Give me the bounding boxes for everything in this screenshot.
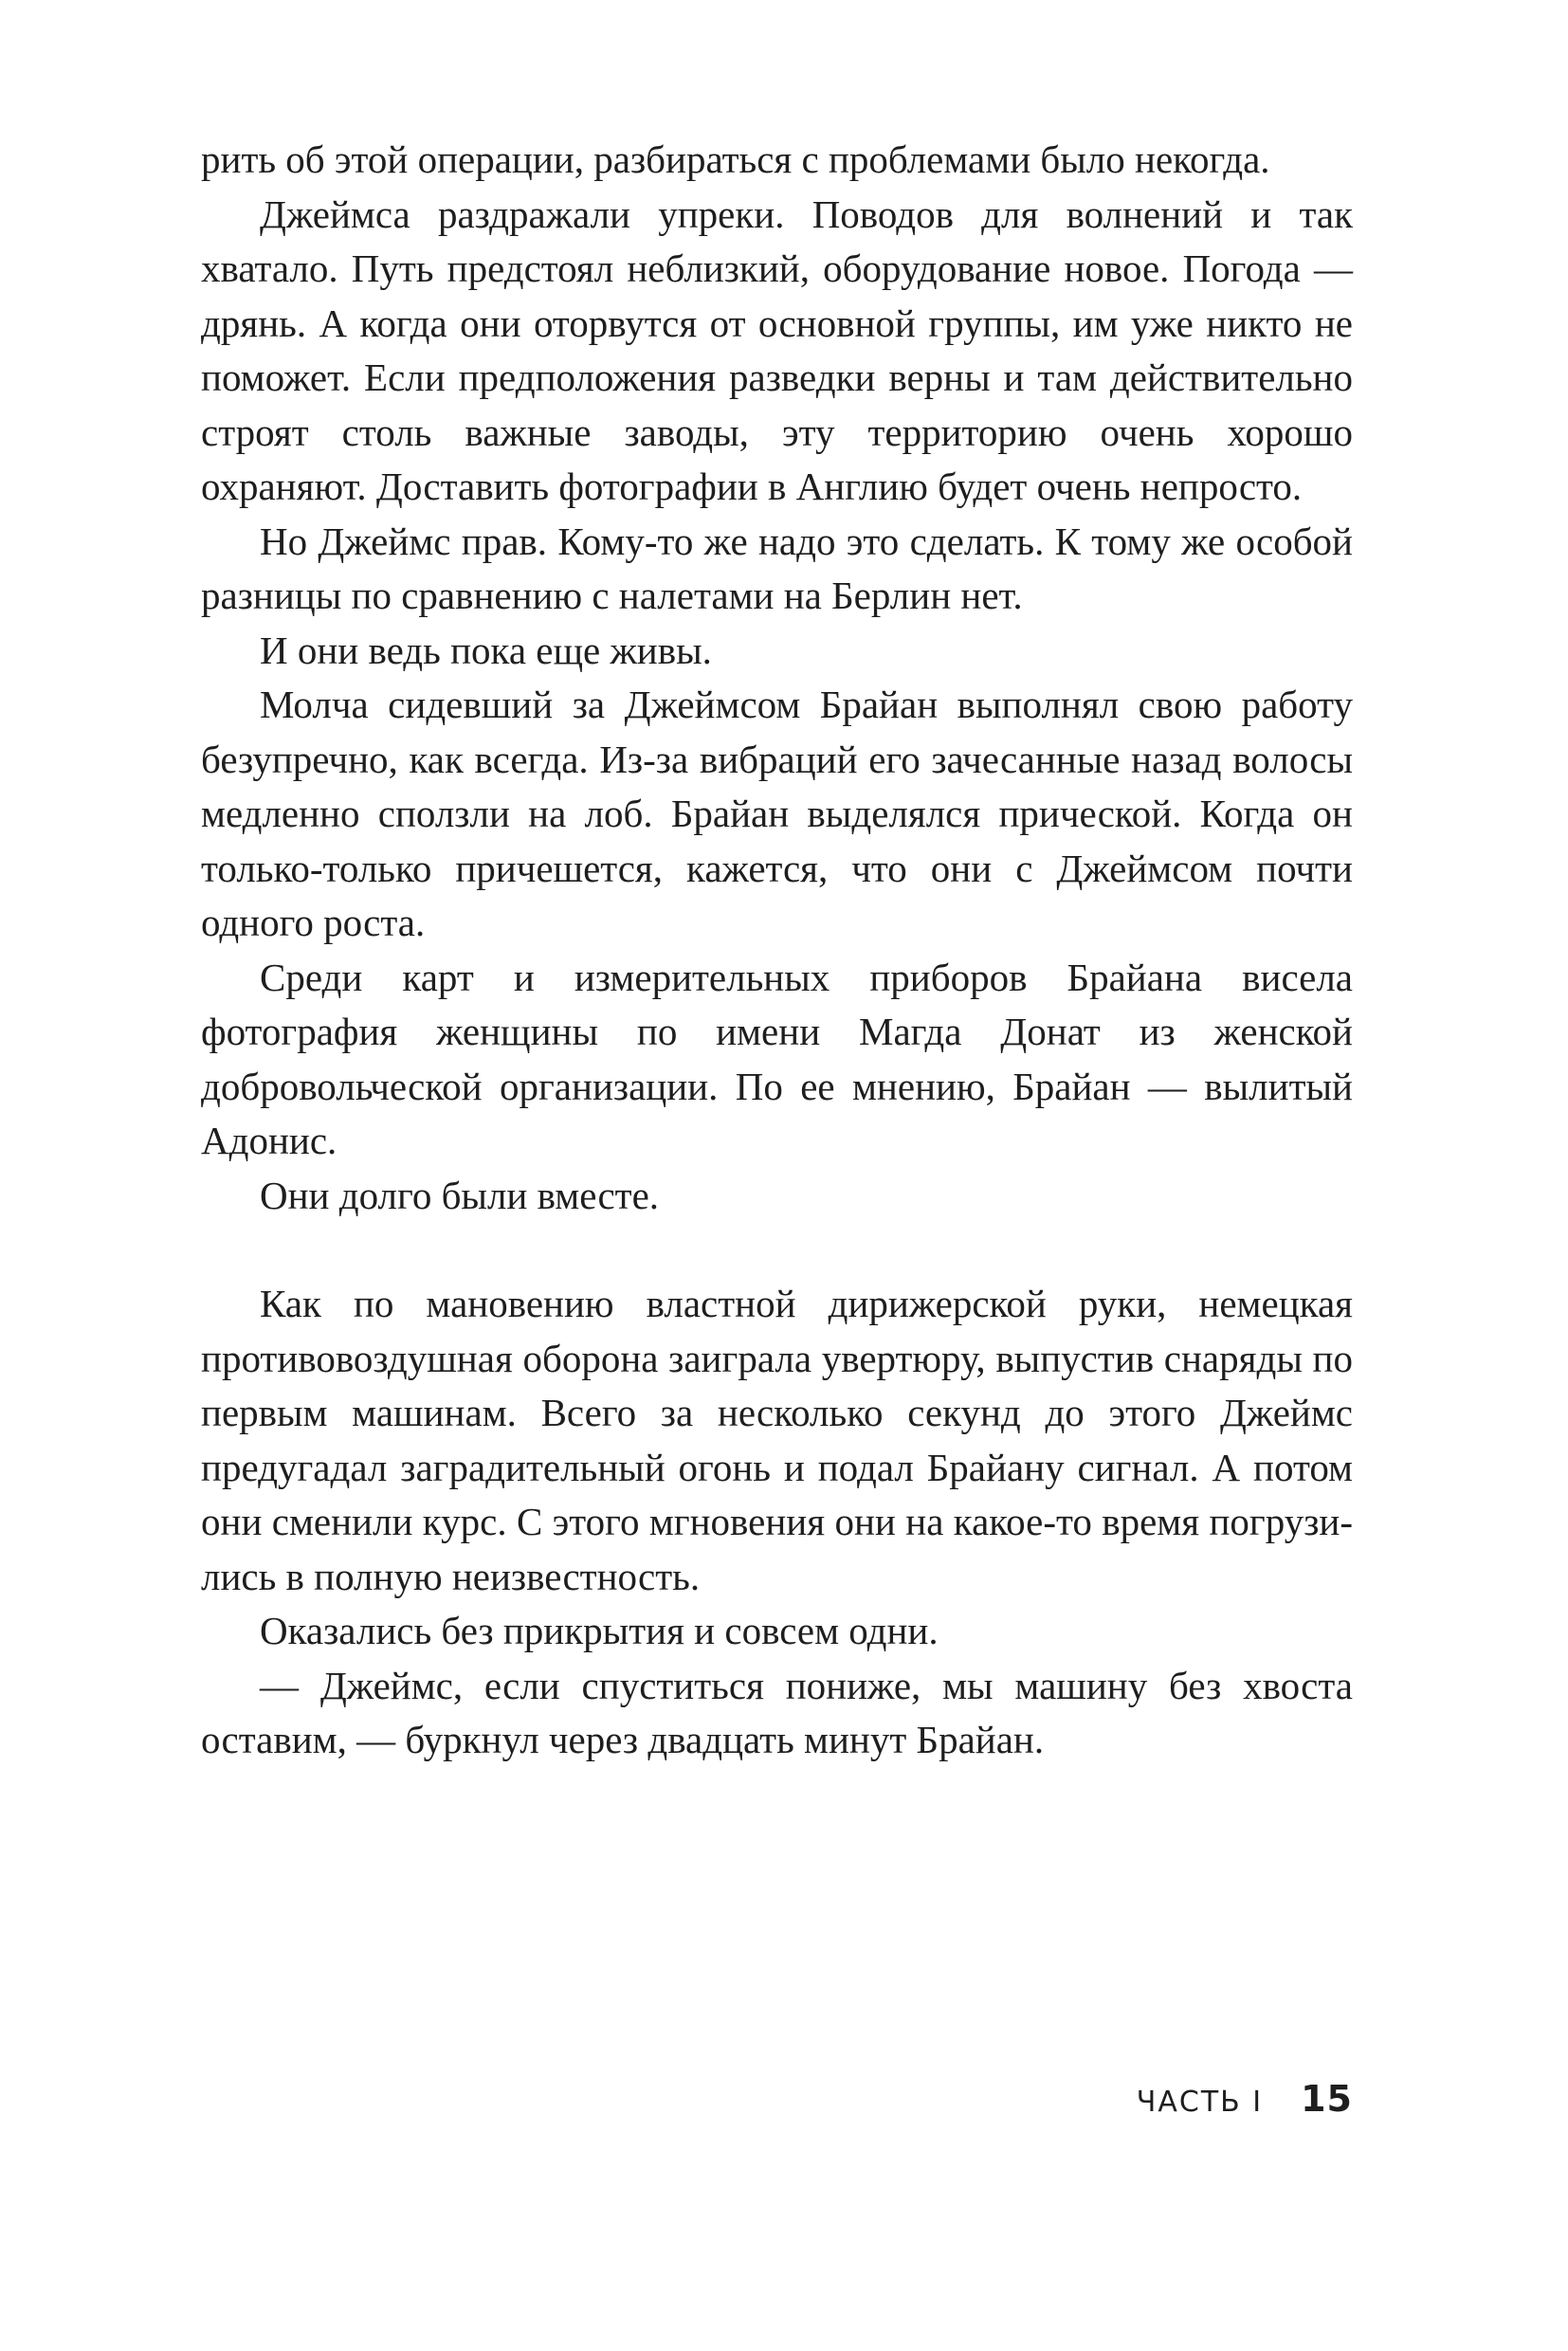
section-break	[201, 1223, 1353, 1277]
paragraph-dialogue: — Джеймс, если спуститься пониже, мы машину без хвоста оставим, — буркнул через двадцать минут Брайан.	[201, 1663, 1353, 1761]
paragraph: Они долго были вместе.	[260, 1173, 660, 1217]
running-head: ЧАСТЬ I	[1136, 2086, 1264, 2119]
page-footer	[1137, 2078, 1353, 2120]
page-number: 15	[1301, 2078, 1353, 2120]
paragraph: Среди карт и измерительных приборов Брайана висела фотография женщины по имени Магда Донат из женской добровольческой организации. По ее мнению, Брайан — вылитый Адонис.	[201, 955, 1353, 1162]
paragraph-continuation: рить об этой операции, разбираться с проблемами было некогда.	[201, 137, 1270, 181]
paragraph: Молча сидевший за Джеймсом Брайан выполнял свою работу безупречно, как всегда. Из-за вибраций его зачесанные назад волосы медленно сползли на лоб. Брайан выделялся прической. Когда он только-только причешется, кажется, что они с Джеймсом почти одного роста.	[201, 683, 1353, 944]
paragraph: Джеймса раздражали упреки. Поводов для волнений и так хватало. Путь предстоял неблизкий, оборудование новое. Погода — дрянь. А когда они оторвутся от основной группы, им уже никто не поможет. Если предположения разведки верны и там действительно строят столь важные заводы, эту территорию очень хорошо охраняют. Доставить фотографии в Англию будет очень непросто.	[201, 191, 1353, 508]
paragraph: И они ведь пока еще живы.	[260, 628, 712, 672]
body-text	[201, 133, 1353, 1768]
paragraph: Как по мановению властной дирижерской руки, немецкая противовоздушная оборона заиграла увертюру, выпустив снаряды по первым машинам. Всего за несколько секунд до этого Джеймс предугадал заградительный огонь и подал Брайану сигнал. А потом они сменили курс. С этого мгновения они на какое-то время погрузились в полную неизвестность.	[201, 1282, 1353, 1598]
paragraph: Но Джеймс прав. Кому-то же надо это сделать. К тому же особой разницы по сравнению с налетами на Берлин нет.	[201, 519, 1353, 617]
paragraph: Оказались без прикрытия и совсем одни.	[260, 1609, 939, 1652]
